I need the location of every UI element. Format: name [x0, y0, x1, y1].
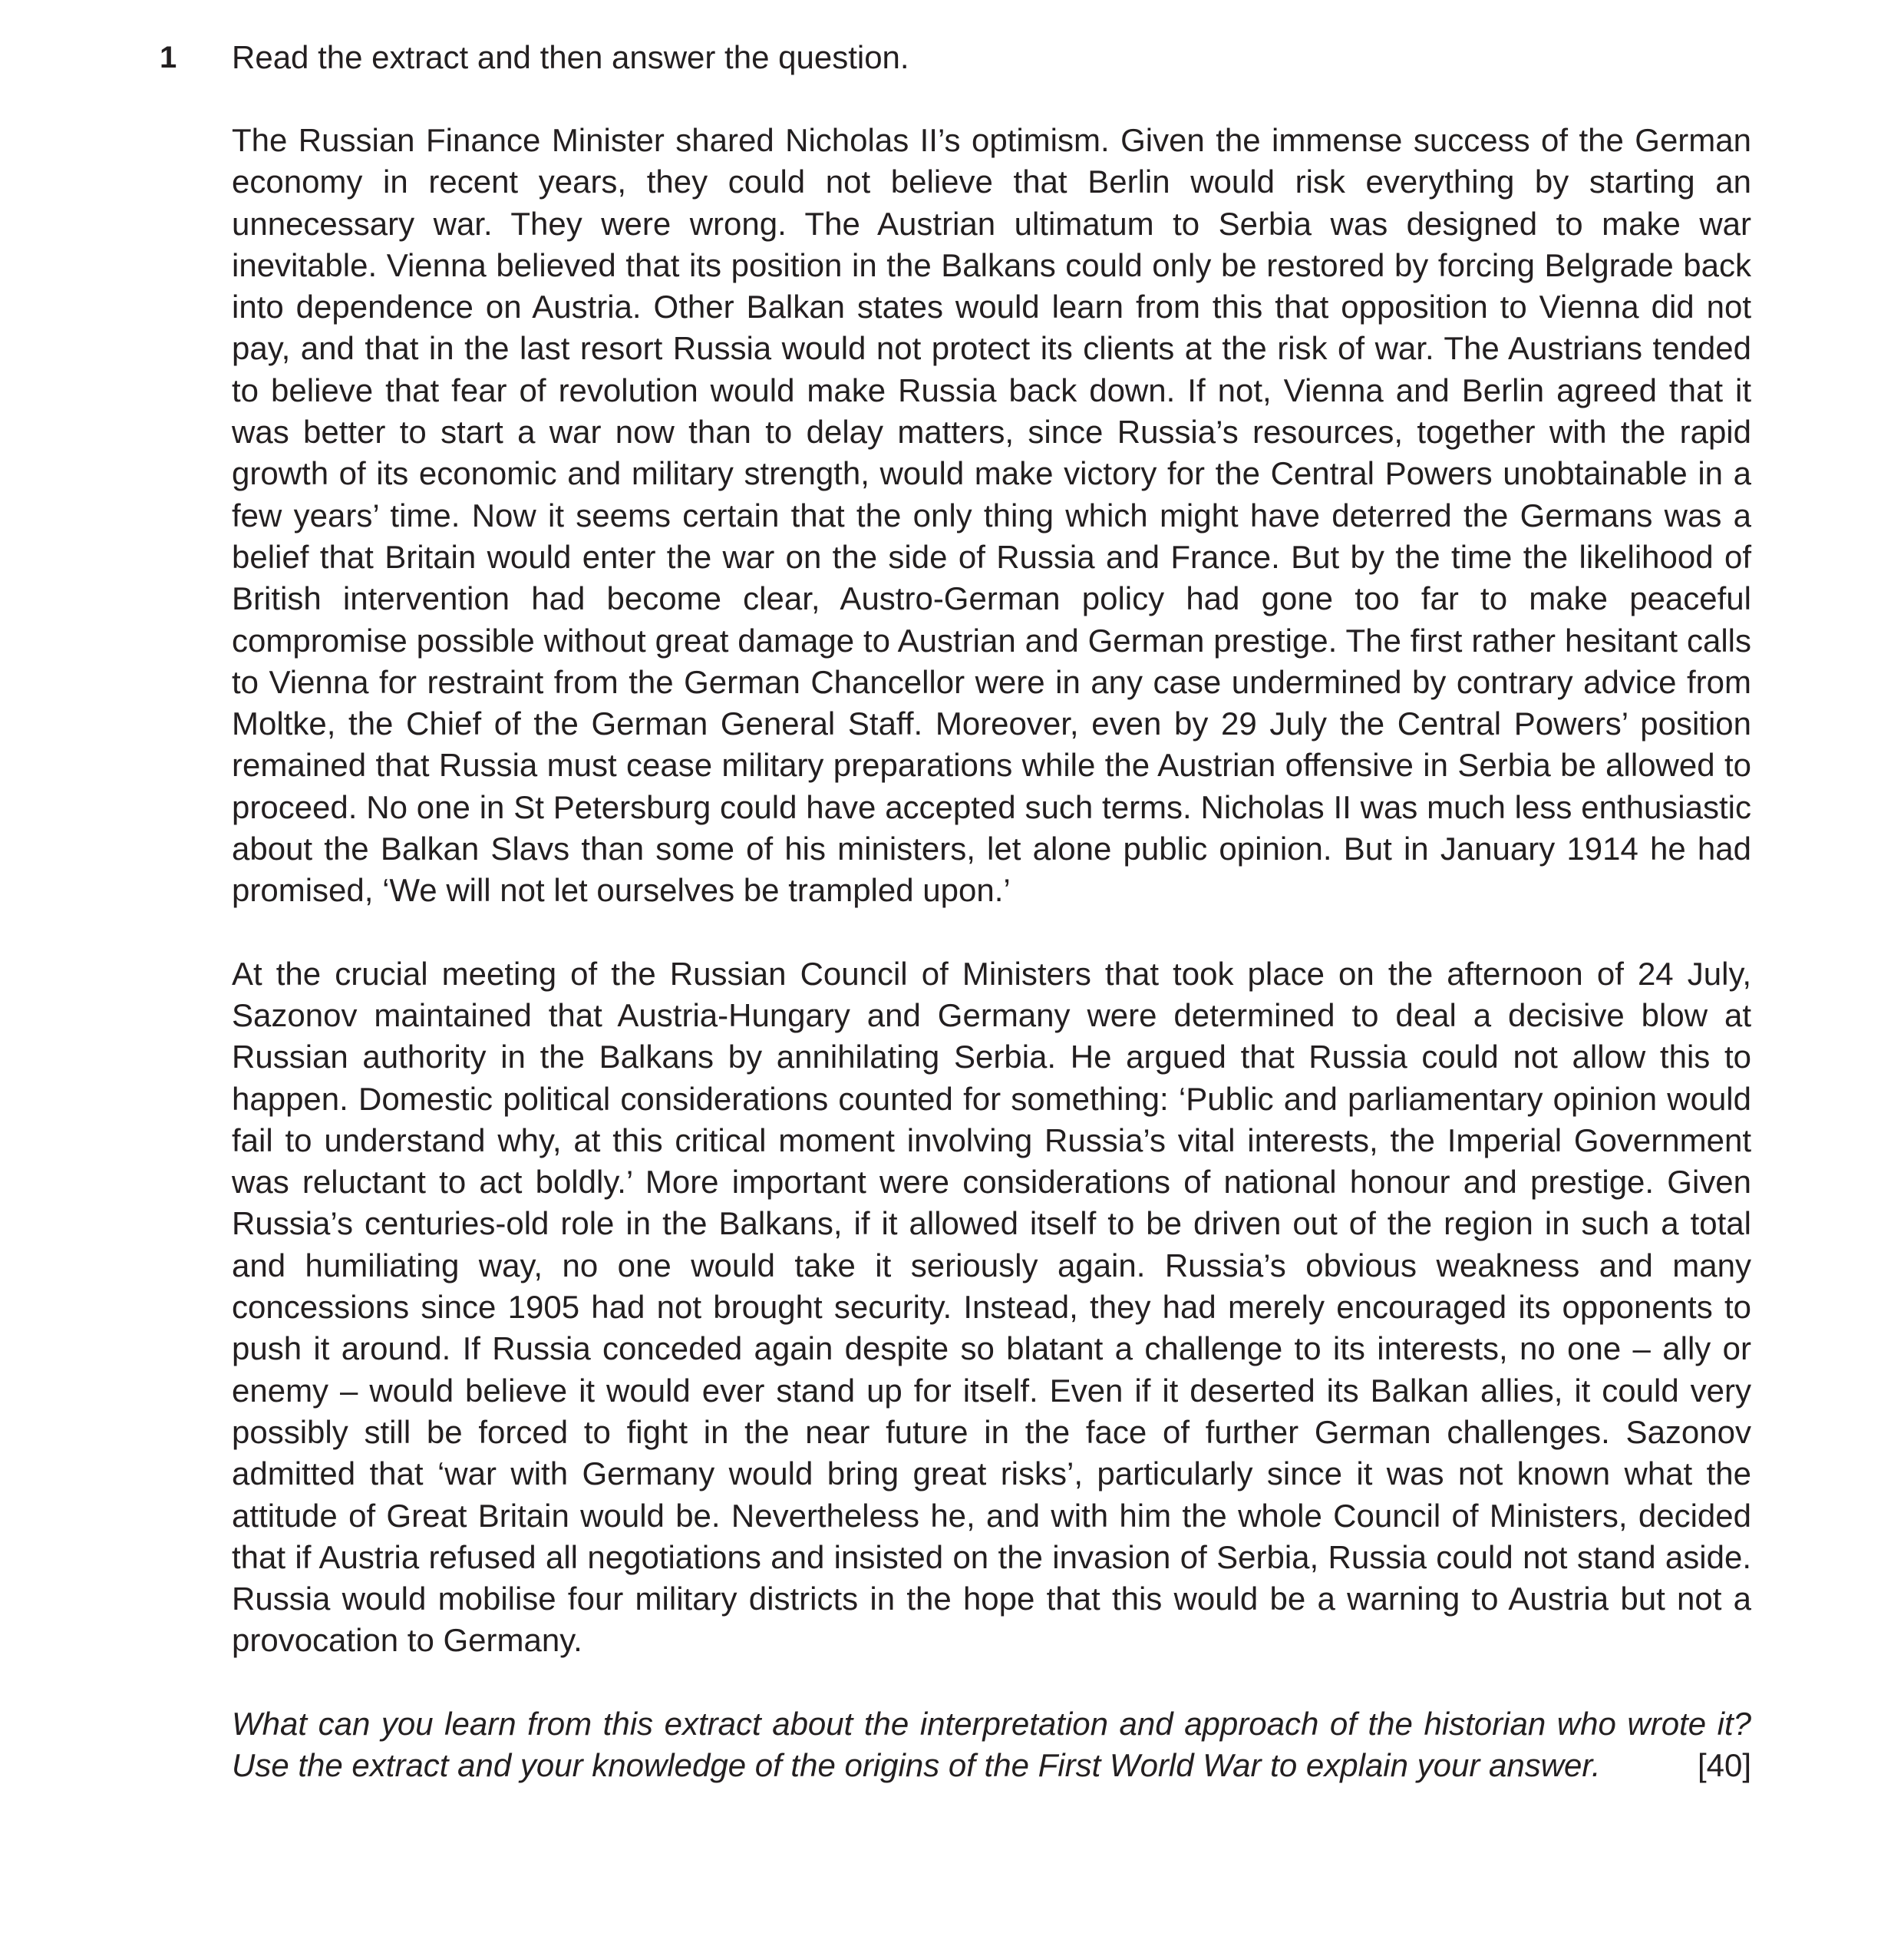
- marks-line: [232, 1745, 1751, 1786]
- question-number: 1: [160, 41, 177, 74]
- question-prompt: What can you learn from this extract about the interpretation and approach of the historian who wrote it? Use the extract and your knowledge of the origins of the First World War to explain your answer.: [232, 1705, 1751, 1783]
- extract-paragraph: The Russian Finance Minister shared Nicholas II’s optimism. Given the immense success of the German economy in recent years, they could not believe that Berlin would risk everything by starting an unnecessary war. They were wrong. The Austrian ultimatum to Serbia was designed to make war inevitable. Vienna believed that its position in the Balkans could only be restored by forcing Belgrade back into dependence on Austria. Other Balkan states would learn from this that opposition to Vienna did not pay, and that in the last resort Russia would not protect its clients at the risk of war. The Austrians tended to believe that fear of revolution would make Russia back down. If not, Vienna and Berlin agreed that it was better to start a war now than to delay matters, since Russia’s resources, together with the rapid growth of its economic and military strength, would make victory for the Central Powers unobtainable in a few years’ time. Now it seems certain that the only thing which might have deterred the Germans was a belief that Britain would enter the war on the side of Russia and France. But by the time the likelihood of British intervention had become clear, Austro-German policy had gone too far to make peaceful compromise possible without great damage to Austrian and German prestige. The first rather hesitant calls to Vienna for restraint from the German Chancellor were in any case undermined by contrary advice from Moltke, the Chief of the German General Staff. Moreover, even by 29 July the Central Powers’ position remained that Russia must cease military preparations while the Austrian offensive in Serbia be allowed to proceed. No one in St Petersburg could have accepted such terms. Nicholas II was much less enthusiastic about the Balkan Slavs than some of his ministers, let alone public opinion. But in January 1914 he had promised, ‘We will not let ourselves be trampled upon.’: [232, 122, 1751, 909]
- marks-allocation: [40]: [1697, 1747, 1751, 1784]
- question-body: [232, 37, 1751, 1786]
- extract-paragraph: At the crucial meeting of the Russian Council of Ministers that took place on the afternoon of 24 July, Sazonov maintained that Austria-Hungary and Germany were determined to deal a decisive blow at Russian authority in the Balkans by annihilating Serbia. He argued that Russia could not allow this to happen. Domestic political considerations counted for something: ‘Public and parliamentary opinion would fail to understand why, at this critical moment involving Russia’s vital interests, the Imperial Government was reluctant to act boldly.’ More important were considerations of national honour and prestige. Given Russia’s centuries-old role in the Balkans, if it allowed itself to be driven out of the region in such a total and humiliating way, no one would take it seriously again. Russia’s obvious weakness and many concessions since 1905 had not brought security. Instead, they had merely encouraged its opponents to push it around. If Russia conceded again despite so blatant a challenge to its interests, no one – ally or enemy – would believe it would ever stand up for itself. Even if it deserted its Balkan allies, it could very possibly still be forced to fight in the near future in the face of further German challenges. Sazonov admitted that ‘war with Germany would bring great risks’, particularly since it was not known what the attitude of Great Britain would be. Nevertheless he, and with him the whole Council of Ministers, decided that if Austria refused all negotiations and insisted on the invasion of Serbia, Russia could not stand aside. Russia would mobilise four military districts in the hope that this would be a warning to Austria but not a provocation to Germany.: [232, 955, 1751, 1659]
- extract: [232, 120, 1751, 1662]
- question-instruction: Read the extract and then answer the question.: [232, 39, 909, 75]
